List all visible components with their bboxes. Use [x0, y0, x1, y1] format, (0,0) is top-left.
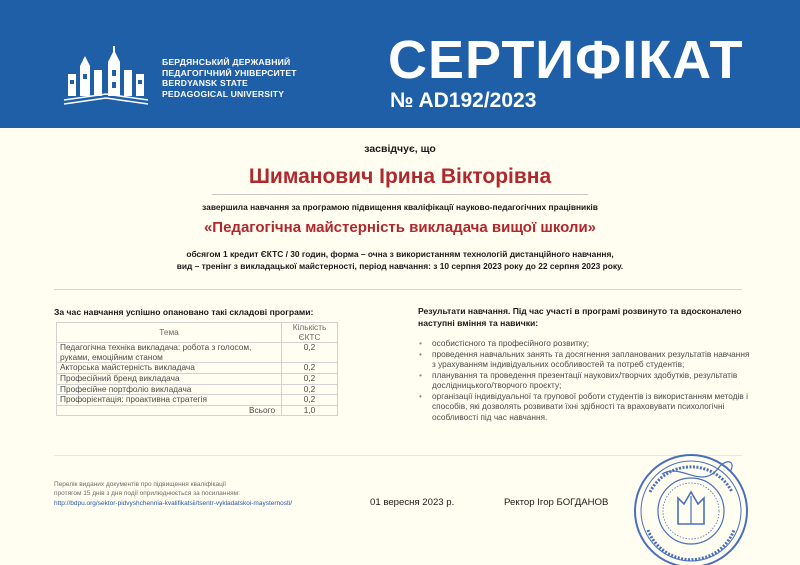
name-underline — [212, 194, 588, 195]
module-credits: 0,2 — [282, 363, 338, 374]
program-volume: обсягом 1 кредит ЄКТС / 30 годин, форма – очна з використанням технологій дистанційного навчання, вид – тренінг з викладацької майстерності, період навчання: з 10 серпня 2023 року до 22 серпня 2023 року. — [176, 249, 624, 271]
column-header-theme: Тема — [57, 323, 282, 343]
total-credits: 1,0 — [282, 405, 338, 416]
module-credits: 0,2 — [282, 384, 338, 395]
table-row — [57, 373, 338, 384]
table-row — [57, 343, 338, 363]
module-theme: Професійне портфоліо викладача — [57, 384, 282, 395]
certificate-number: № AD192/2023 — [390, 89, 537, 112]
registry-link[interactable]: http://bdpu.org/sektor-pidvyshchennia-kvalifikatsii/tsentr-vykladatskoi-maysternosti/ — [54, 499, 293, 507]
issue-date: 01 вересня 2023 р. — [370, 497, 455, 508]
table-header-row — [57, 323, 338, 343]
module-theme: Професійний бренд викладача — [57, 373, 282, 384]
module-credits: 0,2 — [282, 343, 338, 363]
footnote: Перелік виданих документів про підвищення кваліфікації протягом 15 днів з дня події оприлюднюється за посиланням: http://bdpu.org/sektor-pidvyshchennia-kvalifikatsii/tsentr-vykladatskoi-maysternosti/ — [54, 480, 354, 508]
rector-signature-line: Ректор Ігор БОГДАНОВ — [504, 497, 609, 508]
university-seal-icon — [632, 452, 750, 565]
list-item: • організації індивідуальної та групової роботи студентів із використанням методів і способів, які дозволять розвивати їхні здібності та враховувати психологічні особливості під час навчання. — [418, 391, 750, 422]
modules-heading: За час навчання успішно опановано такі складові програми: — [54, 307, 314, 317]
skills-list — [418, 338, 750, 422]
module-theme: Акторська майстерність викладача — [57, 363, 282, 374]
table-row — [57, 363, 338, 374]
modules-table — [56, 322, 338, 416]
completed-text: завершила навчання за програмою підвищення кваліфікації науково-педагогічних працівників — [202, 202, 598, 212]
list-item: • проведення навчальних занять та досягнення запланованих результатів навчання з урахуванням індивідуальних особливостей та потреб студентів; — [418, 349, 750, 370]
table-row — [57, 395, 338, 406]
table-row — [57, 384, 338, 395]
module-theme: Педагогічна техніка викладача: робота з голосом, руками, емоційним станом — [57, 343, 282, 363]
certifies-text: засвідчує, що — [364, 143, 436, 155]
program-title: «Педагогічна майстерність викладача вищої школи» — [203, 219, 597, 236]
list-item: • особистісного та професійного розвитку; — [418, 338, 750, 348]
module-credits: 0,2 — [282, 395, 338, 406]
column-header-credits: Кількість ЄКТС — [282, 323, 338, 343]
module-theme: Профорієнтація: проактивна стратегія — [57, 395, 282, 406]
results-heading: Результати навчання. Під час участі в програмі розвинуто та вдосконалено наступні вміння та навички: — [418, 306, 742, 328]
university-name: БЕРДЯНСЬКИЙ ДЕРЖАВНИЙ ПЕДАГОГІЧНИЙ УНІВЕРСИТЕТ BERDYANSK STATE PEDAGOGICAL UNIVERSITY — [162, 57, 297, 99]
recipient-name: Шиманович Ірина Вікторівна — [248, 165, 552, 188]
module-credits: 0,2 — [282, 373, 338, 384]
university-logo-icon — [60, 44, 152, 108]
list-item: • планування та проведення презентації наукових/творчих здобутків, результатів дослідницького/творчого проєкту; — [418, 370, 750, 391]
total-label: Всього — [57, 405, 282, 416]
certificate-header — [0, 0, 800, 128]
certificate-title: СЕРТИФІКАТ — [388, 30, 744, 90]
table-total-row — [57, 405, 338, 416]
section-divider — [54, 289, 742, 290]
